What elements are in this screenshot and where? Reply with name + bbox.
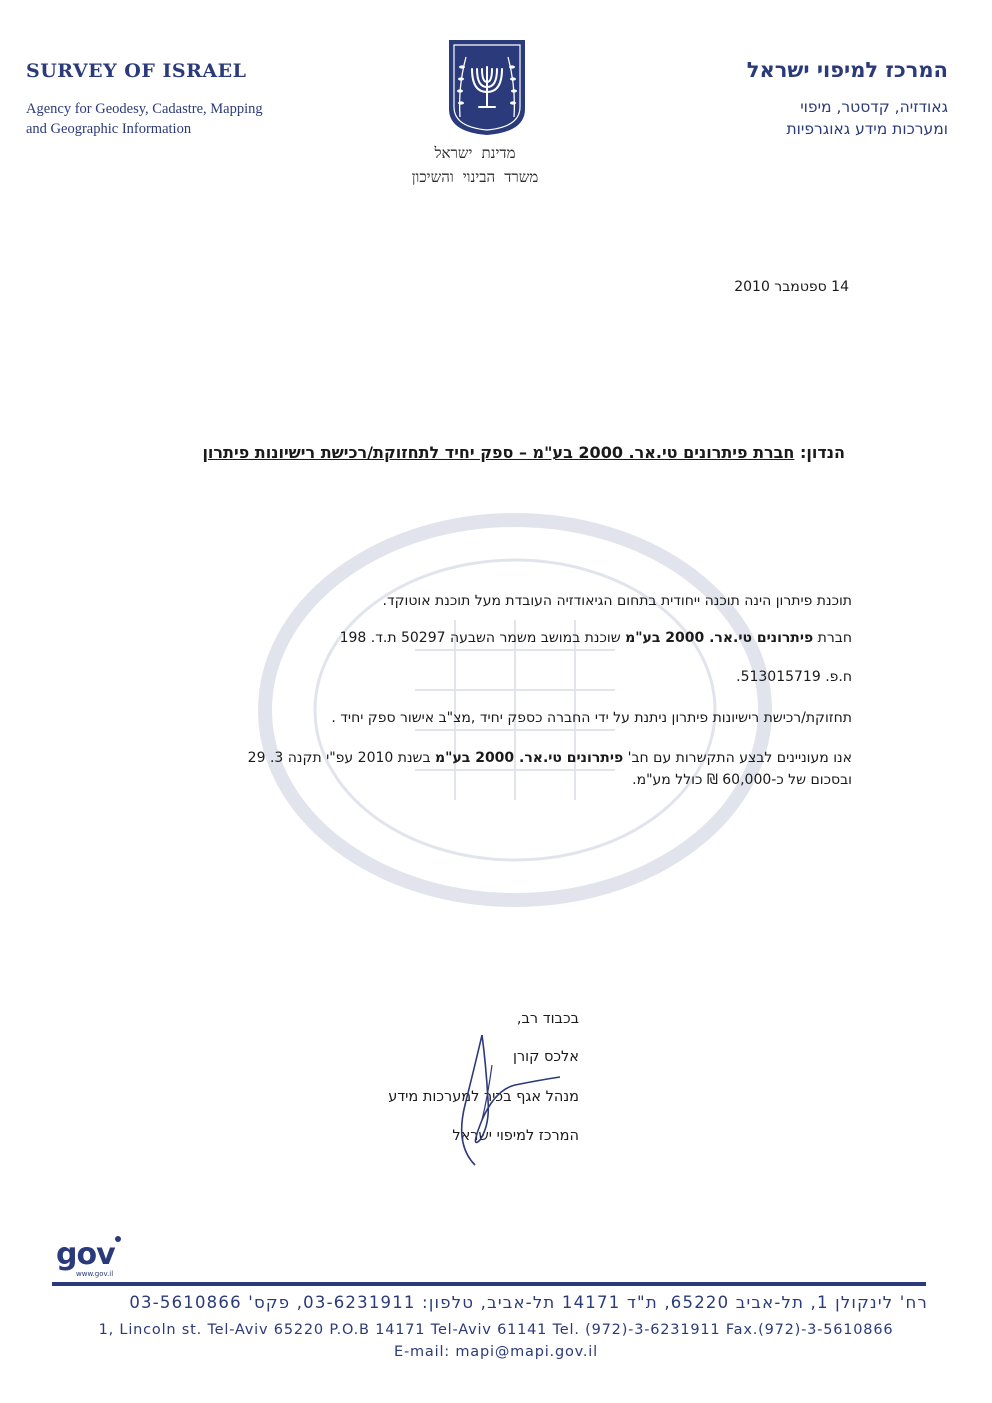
org-subtitle-en-line2: and Geographic Information	[26, 121, 192, 137]
state-emblem-icon	[446, 37, 528, 137]
org-name-he: המרכז למיפוי ישראל	[746, 58, 948, 82]
paragraph-3: ח.פ. 513015719.	[736, 669, 852, 685]
subject-label: הנדון:	[799, 443, 845, 462]
ministry-name: משרד הבינוי והשיכון	[411, 168, 539, 186]
handwritten-signature	[420, 1025, 570, 1175]
paragraph-5-line1	[132, 747, 852, 769]
state-name: מדינת ישראל	[434, 144, 516, 162]
paragraph-5-end: בשנת 2010 עפ"י תקנה 3. 29	[247, 750, 431, 766]
paragraph-5-line2: ובסכום של כ-60,000 ₪ כולל מע"מ.	[632, 772, 852, 788]
signature-closing: בכבוד רב,	[516, 1011, 579, 1027]
paragraph-2-end: שוכנת במושב משמר השבעה 50297 ת.ד. 198	[339, 630, 621, 646]
paragraph-2-start: חברת	[817, 630, 852, 646]
paragraph-5-company: פיתרונים טי.אר. 2000 בע"מ	[435, 750, 624, 766]
org-subtitle-he-line1: גאודזיה, קדסטר, מיפוי	[800, 98, 948, 116]
org-name-en: SURVEY OF ISRAEL	[26, 60, 247, 82]
org-subtitle-en	[26, 99, 263, 139]
paragraph-5-start: אנו מעוניינים לבצע התקשרות עם חב'	[627, 750, 852, 766]
signature-name: אלכס קורן	[513, 1049, 579, 1065]
gov-url: www.gov.il	[76, 1270, 114, 1278]
org-subtitle-en-line1: Agency for Geodesy, Cadastre, Mapping	[26, 101, 263, 117]
paragraph-2-company: פיתרונים טי.אר. 2000 בע"מ	[625, 630, 814, 646]
signature-org: המרכז למיפוי ישראל	[452, 1128, 579, 1144]
signature-role: מנהל אגף בכיר למערכות מידע	[388, 1089, 579, 1105]
paragraph-1: תוכנת פיתרון הינה תוכנה ייחודית בתחום הגיאודזיה העובדת מעל תוכנת אוטוקד.	[382, 593, 852, 609]
org-subtitle-he-line2: ומערכות מידע גאוגרפיות	[786, 120, 948, 138]
footer-address-he: רח' לינקולן 1, תל-אביב 65220, ת"ד 14171 תל-אביב, טלפון: 03-6231911, פקס' 03-5610866	[129, 1293, 928, 1312]
org-subtitle-he	[787, 96, 949, 140]
footer-address-en: 1, Lincoln st. Tel-Aviv 65220 P.O.B 14171 Tel-Aviv 61141 Tel. (972)-3-6231911 Fax.(972)-3-5610866	[98, 1322, 894, 1338]
paragraph-2	[132, 627, 852, 649]
letter-subject	[145, 439, 845, 466]
paragraph-4: תחזוקת/רכישת רישיונות פיתרון ניתנת על ידי החברה כספק יחיד ,מצ"ב אישור ספק יחיד .	[331, 710, 852, 726]
subject-text: חברת פיתרונים טי.אר. 2000 בע"מ – ספק יחיד לתחזוקת/רכישת רישיונות פיתרון	[202, 443, 795, 462]
gov-logo-dot-icon	[112, 1233, 124, 1245]
footer-divider	[52, 1282, 926, 1286]
gov-logo: gov	[56, 1237, 115, 1272]
paragraph-5	[132, 747, 852, 791]
footer-email: E-mail: mapi@mapi.gov.il	[394, 1344, 598, 1360]
letter-date: 14 ספטמבר 2010	[734, 279, 849, 295]
state-ministry-block	[370, 141, 580, 189]
